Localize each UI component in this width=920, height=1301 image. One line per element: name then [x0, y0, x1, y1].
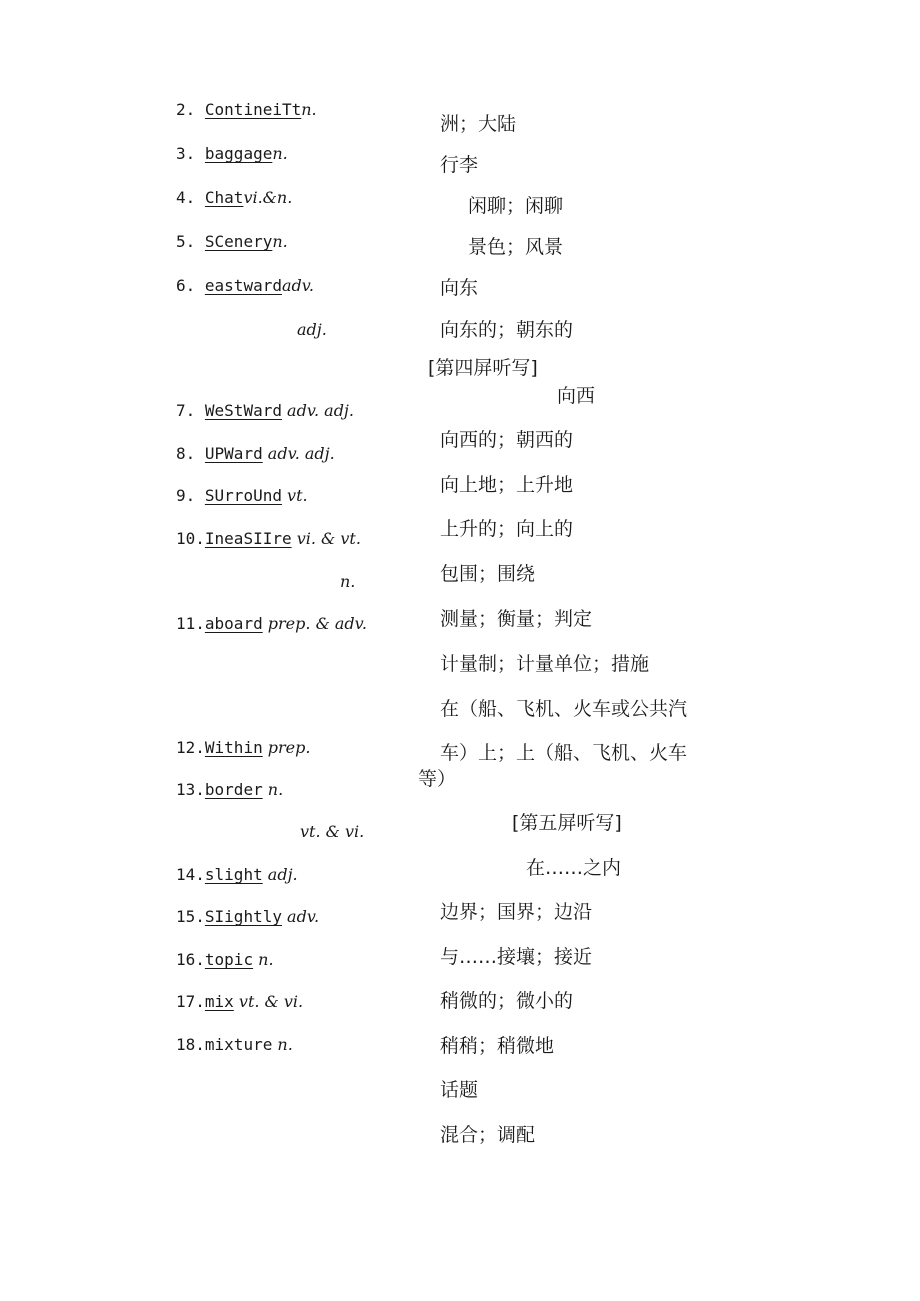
vocab-entry: [176, 444, 335, 464]
entry-pos: n.: [272, 144, 288, 163]
entry-number: 10.: [176, 529, 205, 548]
entry-word: topic: [204, 950, 254, 969]
entry-number: 6.: [176, 276, 196, 295]
entry-word: SCenery: [204, 232, 273, 251]
vocab-entry: [176, 1035, 293, 1055]
entry-pos: adv.: [281, 907, 320, 926]
meaning-line: 向东的；朝东的: [440, 319, 574, 341]
entry-pos: n.: [253, 950, 274, 969]
meaning-line: 闲聊；闲聊: [468, 195, 564, 217]
meaning-line: 景色；风景: [468, 236, 564, 258]
entry-pos: adv. adj.: [281, 401, 354, 420]
meaning-line: 边界；国界；边沿: [440, 901, 593, 923]
entry-word: baggage: [204, 144, 273, 163]
entry-pos: adv.: [281, 276, 314, 295]
meaning-line: 测量；衡量；判定: [440, 608, 593, 630]
entry-word: border: [204, 780, 263, 799]
entry-pos: prep. & adv.: [262, 614, 367, 633]
meaning-line: 向西的；朝西的: [440, 429, 574, 451]
meaning-line: 行李: [440, 154, 479, 176]
entry-number: 12.: [176, 738, 205, 757]
entry-word: IneaSIIre: [204, 529, 292, 548]
vocab-entry: [176, 232, 288, 252]
entry-number: 8.: [176, 444, 196, 463]
meaning-line: 混合；调配: [440, 1124, 536, 1146]
entry-pos: n.: [262, 780, 284, 799]
entry-extra-pos: n.: [340, 572, 356, 591]
entry-pos: vt. & vi.: [233, 992, 304, 1011]
meaning-line: 稍稍；稍微地: [440, 1035, 555, 1057]
entry-word: SUrroUnd: [204, 486, 282, 505]
vocab-entry: [176, 907, 319, 927]
vocab-entry: [176, 614, 367, 634]
entry-word: eastward: [204, 276, 282, 295]
vocab-entry: [176, 992, 303, 1012]
meaning-line: 向东: [440, 277, 479, 299]
vocab-entry: [176, 100, 317, 120]
entry-extra-pos: vt. & vi.: [300, 822, 365, 841]
meaning-line: 稍微的；微小的: [440, 990, 574, 1012]
entry-number: 5.: [176, 232, 196, 251]
entry-number: 11.: [176, 614, 205, 633]
entry-pos: vt.: [281, 486, 308, 505]
entry-number: 2.: [176, 100, 196, 119]
entry-pos: n.: [301, 100, 317, 119]
entry-word: ContineiTt: [204, 100, 302, 119]
meaning-line: 与……接壤；接近: [440, 946, 593, 968]
entry-word: UPWard: [204, 444, 263, 463]
meaning-line: 上升的；向上的: [440, 518, 574, 540]
entry-pos: adj.: [262, 865, 298, 884]
entry-number: 9.: [176, 486, 196, 505]
vocab-entry: [176, 486, 308, 506]
vocab-entry: [176, 144, 288, 164]
entry-word: Within: [204, 738, 263, 757]
vocab-entry: [176, 738, 310, 758]
entry-number: 7.: [176, 401, 196, 420]
meaning-line: 向上地；上升地: [440, 474, 574, 496]
entry-extra-pos: adj.: [297, 320, 327, 339]
entry-word: mix: [204, 992, 234, 1011]
meaning-line: 向西: [557, 385, 596, 407]
meaning-line: 话题: [440, 1079, 479, 1101]
entry-number: 18.: [176, 1035, 205, 1054]
entry-pos: adv. adj.: [262, 444, 335, 463]
meaning-line: 等）: [418, 768, 457, 790]
meaning-line: 在……之内: [526, 857, 622, 879]
meaning-line: 计量制；计量单位；措施: [440, 653, 650, 675]
entry-number: 3.: [176, 144, 196, 163]
entry-word: SIightly: [204, 907, 282, 926]
vocab-entry: [176, 276, 314, 296]
meaning-line: 洲；大陆: [440, 113, 517, 135]
entry-word: mixture: [204, 1035, 273, 1054]
entry-word: aboard: [204, 614, 263, 633]
vocab-entry: [176, 950, 274, 970]
vocab-entry: [176, 865, 298, 885]
entry-number: 15.: [176, 907, 205, 926]
entry-number: 16.: [176, 950, 205, 969]
entry-word: slight: [204, 865, 263, 884]
entry-number: 17.: [176, 992, 205, 1011]
entry-word: Chat: [204, 188, 244, 207]
section-heading: [第五屏听写]: [512, 812, 622, 834]
section-heading: [第四屏听写]: [428, 357, 538, 379]
vocab-entry: [176, 188, 292, 208]
entry-word: WeStWard: [204, 401, 282, 420]
entry-pos: vi.&n.: [243, 188, 293, 207]
meaning-line: 在（船、飞机、火车或公共汽: [440, 698, 688, 720]
meaning-line: 包围；围绕: [440, 563, 536, 585]
entry-number: 4.: [176, 188, 196, 207]
vocab-entry: [176, 780, 283, 800]
vocab-entry: [176, 529, 361, 549]
entry-number: 13.: [176, 780, 205, 799]
meaning-line: 车）上；上（船、飞机、火车: [440, 742, 688, 764]
vocab-entry: [176, 401, 354, 421]
entry-pos: vi. & vt.: [291, 529, 361, 548]
entry-pos: n.: [272, 1035, 293, 1054]
entry-pos: prep.: [262, 738, 311, 757]
entry-number: 14.: [176, 865, 205, 884]
entry-pos: n.: [272, 232, 288, 251]
